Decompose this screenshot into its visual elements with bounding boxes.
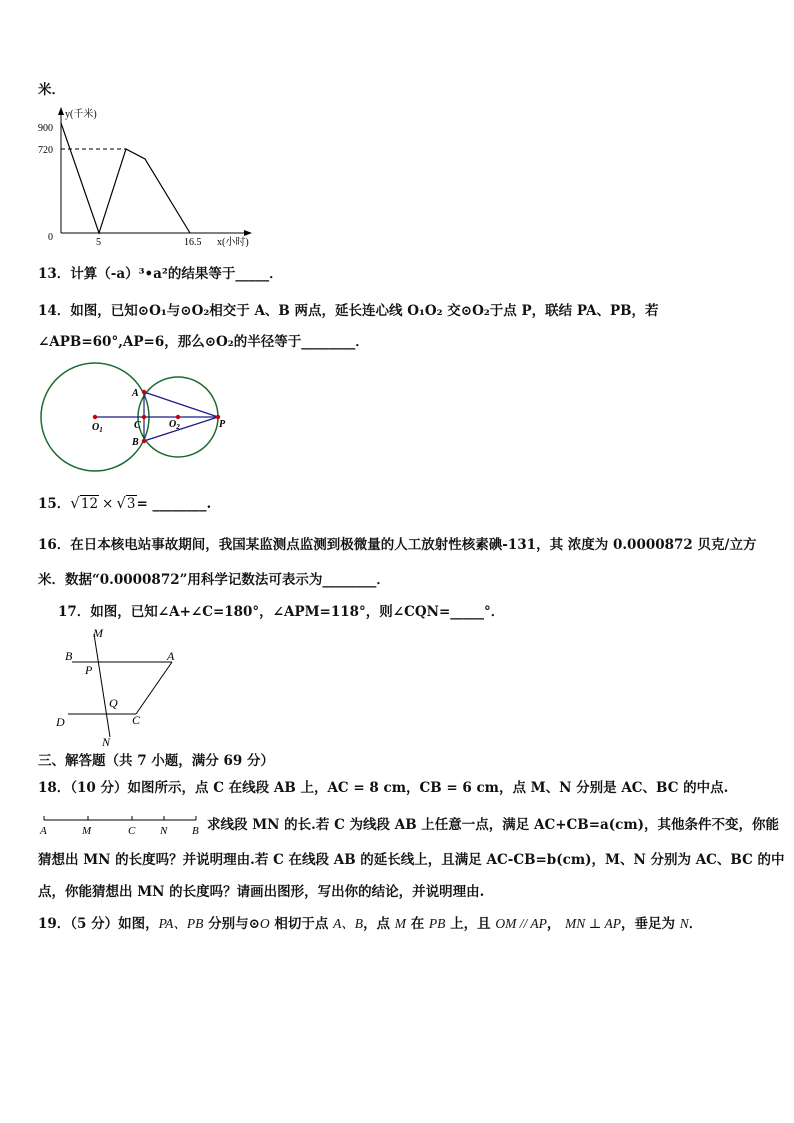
segment-figure	[36, 808, 206, 838]
q19-text-9: ．	[688, 916, 703, 932]
parallel-lines-figure	[50, 624, 190, 748]
label-b: B	[132, 437, 139, 448]
point-b	[142, 439, 146, 443]
q19-pa-pb: PA、PB	[158, 916, 204, 931]
y-tick-900: 900	[38, 123, 53, 134]
graph-polyline	[61, 123, 190, 233]
q15-prefix: 15．	[38, 496, 71, 512]
q19-text-8: ，垂足为	[620, 916, 680, 932]
label-q: Q	[109, 696, 118, 710]
label-m: M	[82, 825, 92, 837]
two-circles-figure	[38, 358, 238, 478]
q19-text-7: ，	[546, 916, 566, 932]
question-18-line-1: 18．（10 分）如图所示，点 C 在线段 AB 上，AC = 8 cm，CB = 6 cm，点 M、N 分别是 AC、BC 的中点.	[38, 780, 729, 796]
x-tick-5: 5	[96, 237, 101, 248]
distance-time-graph	[30, 103, 290, 253]
label-c: C	[128, 825, 136, 837]
label-c: C	[134, 420, 141, 431]
q19-o: O	[259, 916, 270, 931]
q19-m: M	[394, 916, 407, 931]
q19-text-4: ，点	[363, 916, 395, 932]
question-17: 17．如图，已知∠A+∠C=180°，∠APM=118°，则∠CQN=_____°．	[58, 604, 505, 620]
label-a: A	[167, 649, 175, 663]
question-19	[38, 915, 702, 933]
question-18-line-4: 点，你能猜想出 MN 的长度吗？请画出图形，写出你的结论，并说明理由.	[38, 884, 485, 900]
label-o1-sub: 1	[99, 426, 103, 434]
label-d: D	[56, 715, 65, 729]
label-o2: O	[169, 419, 177, 430]
label-m: M	[93, 626, 103, 640]
question-13: 13．计算（-a）³•a²的结果等于_____．	[38, 266, 283, 282]
q19-pb: PB	[428, 916, 446, 931]
sqrt-12: √12	[70, 494, 99, 512]
label-c: C	[132, 713, 141, 727]
y-axis-arrow	[58, 107, 64, 115]
question-16-line-2: 米．数据“0.0000872”用科学记数法可表示为________．	[38, 572, 390, 588]
question-18-line-3: 猜想出 MN 的长度吗？并说明理由.若 C 在线段 AB 的延长线上，且满足 AC-CB=b(cm)，M、N 分别为 AC、BC 的中	[38, 852, 785, 868]
question-14-line-1: 14．如图，已知⊙O₁与⊙O₂相交于 A、B 两点，延长连心线 O₁O₂ 交⊙O₂于点 P，联结 PA、PB，若	[38, 303, 659, 319]
line-mn	[94, 634, 110, 737]
point-a	[142, 390, 146, 394]
svg-text:O1	[92, 422, 103, 434]
q19-om-parallel-ap: OM // AP	[495, 916, 547, 931]
point-o1	[93, 415, 97, 419]
q19-text-3: 相切于点	[269, 916, 334, 932]
q19-a-b: A、B	[333, 916, 364, 931]
x-axis-label: x(小时)	[217, 237, 249, 248]
continued-text: 米．	[38, 82, 65, 98]
y-axis-label: y(千米)	[65, 109, 97, 120]
section-3-heading: 三、解答题（共 7 小题，满分 69 分）	[38, 753, 274, 769]
label-p: P	[219, 419, 226, 430]
y-tick-720: 720	[38, 145, 53, 156]
question-15	[38, 494, 211, 513]
x-tick-16-5: 16.5	[184, 237, 202, 248]
label-b: B	[65, 649, 73, 663]
line-b-p	[144, 417, 218, 441]
line-a-p	[144, 392, 218, 417]
label-a: A	[40, 825, 47, 837]
svg-text:O2	[169, 419, 180, 431]
sqrt-3-value: 3	[126, 496, 136, 512]
label-a: A	[132, 388, 139, 399]
label-o1: O	[92, 422, 100, 433]
label-b: B	[192, 825, 199, 837]
q19-text-2: 分别与⊙	[203, 916, 260, 932]
label-n: N	[102, 735, 111, 748]
point-o2	[176, 415, 180, 419]
question-16-line-1: 16．在日本核电站事故期间，我国某监测点监测到极微量的人工放射性核素碘-131，其 浓度为 0.0000872 贝克/立方	[38, 537, 757, 553]
label-n: N	[160, 825, 168, 837]
q19-n: N	[679, 916, 689, 931]
sqrt-12-value: 12	[80, 496, 99, 512]
y-tick-0: 0	[48, 232, 53, 243]
point-c	[142, 415, 146, 419]
question-14-line-2: ∠APB=60°,AP=6，那么⊙O₂的半径等于________．	[38, 334, 369, 350]
label-o2-sub: 2	[176, 423, 180, 431]
q19-text-5: 在	[406, 916, 429, 932]
x-axis-arrow	[244, 230, 252, 236]
q15-tail: = ________.	[136, 496, 212, 512]
label-p: P	[85, 663, 93, 677]
sqrt-3: √3	[116, 494, 136, 512]
question-18-line-2: 求线段 MN 的长.若 C 为线段 AB 上任意一点，满足 AC+CB=a(cm)，其他条件不变，你能	[207, 817, 780, 833]
line-ac	[136, 662, 172, 714]
q19-mn-perp-ap: MN ⊥ AP	[565, 916, 621, 931]
q15-times: ×	[102, 496, 114, 512]
q19-text-6: 上，且	[445, 916, 496, 932]
q19-text-1: 19．（5 分）如图，	[38, 916, 159, 932]
